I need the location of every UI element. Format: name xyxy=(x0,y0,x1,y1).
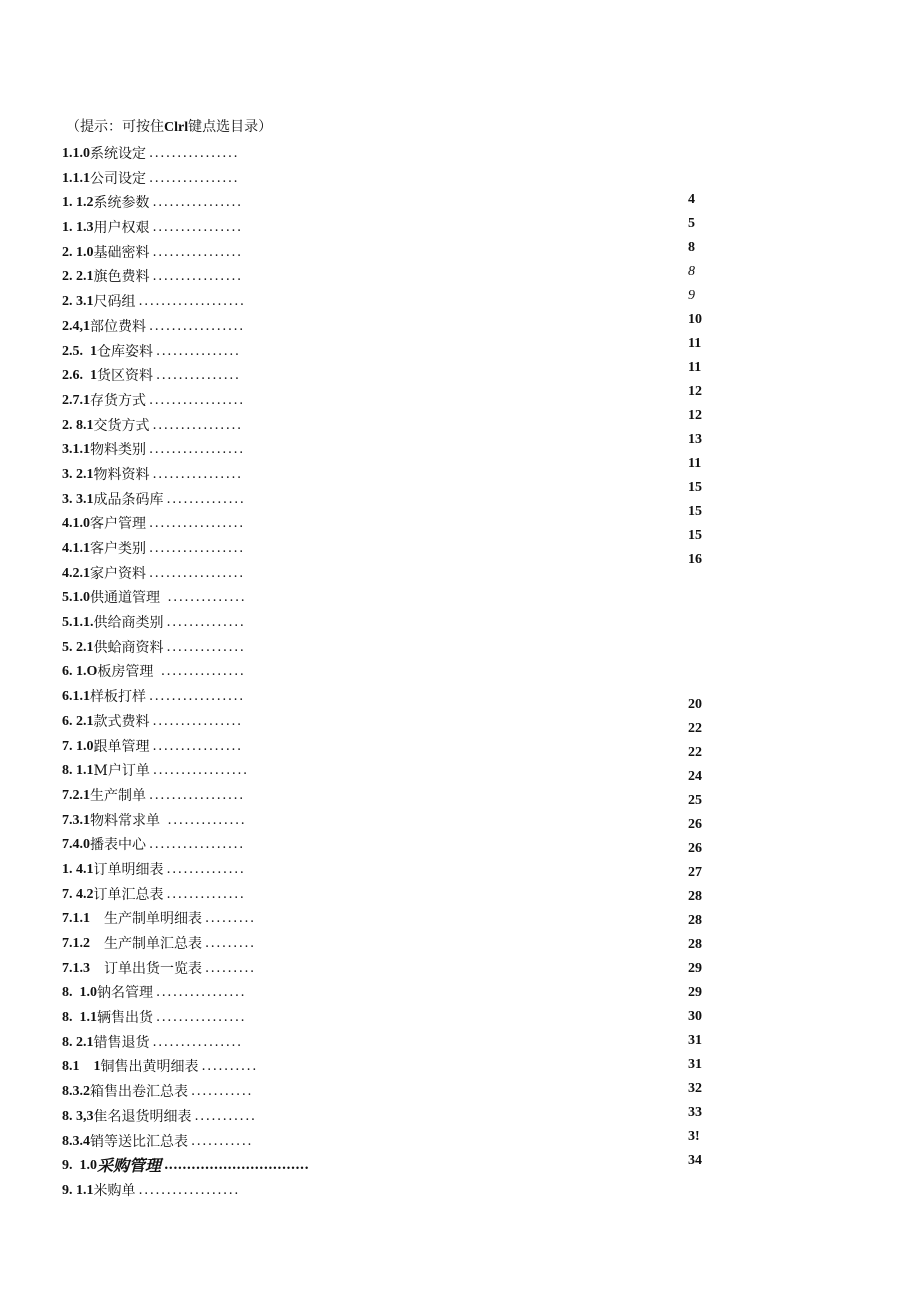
toc-entry-leader: ................ xyxy=(149,146,240,161)
toc-entry-leader: ............... xyxy=(156,368,241,384)
toc-entry-leader: .............. xyxy=(166,639,246,655)
toc-entry-title: 米购单 xyxy=(93,1182,136,1199)
toc-entry-title: 成品条码库 xyxy=(93,491,164,508)
toc-entry-number: 5.1.0 xyxy=(62,590,90,606)
toc-entry[interactable] xyxy=(62,191,302,216)
toc-entry[interactable] xyxy=(62,216,302,241)
toc-entry-title: 系统参数 xyxy=(93,195,150,212)
toc-page-number: 31 xyxy=(688,1057,702,1072)
toc-entry-title: 错售退货 xyxy=(93,1034,150,1051)
toc-entry-title: 款式费料 xyxy=(93,713,150,730)
toc-entry-title: 订单汇总表 xyxy=(93,886,164,903)
toc-entry-title: 供通道管理 xyxy=(90,590,165,607)
toc-entry[interactable] xyxy=(62,1179,302,1204)
toc-page-number: 22 xyxy=(688,745,702,760)
toc-entry[interactable] xyxy=(62,809,302,834)
toc-entry-title: 尺码组 xyxy=(93,294,136,311)
toc-page-number: 30 xyxy=(688,1009,702,1024)
toc-entry-leader: ................ xyxy=(156,985,247,1001)
toc-entry-leader: ................ xyxy=(152,466,243,482)
toc-entry-number: 7.1.3 xyxy=(62,960,90,976)
hint-prefix: （提示：可按住 xyxy=(66,119,164,135)
toc-entry-number: 6. 2.1 xyxy=(62,713,94,729)
toc-entry-leader: .............. xyxy=(167,590,247,606)
toc-page-number: 22 xyxy=(688,721,702,736)
toc-entry-leader: ................. xyxy=(149,787,245,803)
toc-entry[interactable] xyxy=(62,340,302,365)
toc-entry-leader: ................. xyxy=(149,392,245,408)
toc-page-number: 11 xyxy=(688,360,702,375)
toc-entry[interactable] xyxy=(62,315,302,340)
toc-entry-leader: ................ xyxy=(152,269,243,285)
toc-entry-leader: ................. xyxy=(149,689,245,705)
toc-entry-number: 8. 1.1 xyxy=(62,763,94,779)
toc-entry-leader: .............. xyxy=(166,861,246,877)
toc-entry-title: 供蛤商资料 xyxy=(93,639,164,656)
toc-page-number: 12 xyxy=(688,384,702,399)
toc-page-number: 28 xyxy=(688,889,702,904)
toc-entry-number: 8. 1.1 xyxy=(62,1010,97,1026)
toc-entry-leader: ............... xyxy=(156,343,241,359)
toc-entry-number: 2. 1.0 xyxy=(62,244,94,260)
toc-entry[interactable] xyxy=(62,660,302,685)
toc-entry-title: 生产制单汇总表 xyxy=(90,936,202,952)
toc-entry-title: 铜售出黄明细表 xyxy=(100,1059,199,1076)
toc-entry-number: 1. 4.1 xyxy=(62,861,94,877)
toc-entry-title: 家户资料 xyxy=(90,565,146,582)
toc-entry[interactable] xyxy=(62,537,302,562)
toc-page-number: 34 xyxy=(688,1153,702,1168)
toc-entry-title: 客户管理 xyxy=(90,516,146,533)
toc-entry-title: 基础密料 xyxy=(93,244,150,261)
toc-entry-leader: ................ xyxy=(152,1034,243,1050)
toc-entry-number: 7. 1.0 xyxy=(62,738,94,754)
toc-entry[interactable] xyxy=(62,438,302,463)
toc-entry-number: 5. 2.1 xyxy=(62,639,94,655)
toc-entry-title: 物料资料 xyxy=(93,466,150,483)
toc-entry-leader: ................ xyxy=(152,244,243,260)
toc-entry-leader: ................................ xyxy=(164,1158,309,1174)
toc-page-number: 27 xyxy=(688,865,702,880)
toc-page-number: 5 xyxy=(688,216,695,231)
toc-entry-number: 9. 1.1 xyxy=(62,1182,94,1198)
toc-entry-number: 2.5. 1 xyxy=(62,343,97,359)
toc-entry-title: 用户权艰 xyxy=(93,220,150,237)
toc-page-number: 11 xyxy=(688,456,702,471)
toc-entry-title: 仓库姿料 xyxy=(97,343,153,360)
toc-entry-leader: .......... xyxy=(201,1059,258,1075)
toc-entry-leader: .............. xyxy=(166,615,246,631)
hint-text xyxy=(66,116,272,136)
hint-suffix: 键点选目录） xyxy=(188,119,273,135)
toc-entry-title: 公司设定 xyxy=(90,170,146,187)
toc-entry-leader: ........... xyxy=(191,1084,253,1100)
toc-entry-number: 4.1.0 xyxy=(62,516,90,532)
toc-entry[interactable] xyxy=(62,290,302,315)
toc-page-number: 3! xyxy=(688,1129,700,1144)
toc-entry-leader: .............. xyxy=(167,812,247,828)
toc-entry-number: 7. 4.2 xyxy=(62,886,94,902)
toc-entry[interactable] xyxy=(62,1105,302,1130)
toc-entry-leader: ........... xyxy=(194,1108,257,1124)
toc-list xyxy=(62,142,309,1204)
toc-entry-number: 9. 1.0 xyxy=(62,1158,97,1174)
toc-entry-leader: .............. xyxy=(166,886,246,902)
toc-entry[interactable] xyxy=(62,784,302,809)
toc-entry[interactable] xyxy=(62,710,302,735)
toc-entry[interactable] xyxy=(62,488,302,513)
toc-entry-leader: ......... xyxy=(205,911,256,927)
toc-page-number: 28 xyxy=(688,937,702,952)
toc-entry-leader: ................ xyxy=(152,220,243,236)
toc-entry-number: 2.6. 1 xyxy=(62,368,97,384)
toc-entry-number: 8. 3,3 xyxy=(62,1108,94,1124)
toc-entry-number: 5.1.1. xyxy=(62,615,94,631)
toc-entry-title: 箱售出卷汇总表 xyxy=(90,1084,188,1101)
toc-entry-title: 交货方式 xyxy=(93,417,150,434)
toc-page-number: 26 xyxy=(688,817,702,832)
toc-entry[interactable] xyxy=(62,735,302,760)
toc-entry-number: 2. 2.1 xyxy=(62,269,94,285)
toc-entry-title: 辆售出货 xyxy=(97,1010,153,1027)
toc-entry[interactable] xyxy=(62,611,302,636)
toc-entry-leader: .................. xyxy=(138,1182,240,1198)
toc-entry[interactable] xyxy=(62,957,302,982)
toc-entry-number: 2. 8.1 xyxy=(62,417,94,433)
toc-page-number: 10 xyxy=(688,312,702,327)
toc-entry-number: 7.4.0 xyxy=(62,837,90,853)
toc-entry-number: 7.1.1 xyxy=(62,911,90,927)
toc-entry-title: 部位费料 xyxy=(90,318,146,335)
toc-entry-title: 物料类别 xyxy=(90,442,146,459)
toc-page-number: 15 xyxy=(688,480,702,495)
toc-page-number: 26 xyxy=(688,841,702,856)
toc-entry-leader: ................ xyxy=(156,1010,247,1026)
toc-entry[interactable] xyxy=(62,241,302,266)
toc-page-number: 12 xyxy=(688,408,702,423)
toc-entry-leader: ......... xyxy=(205,936,256,951)
toc-entry-title: 旗色费料 xyxy=(93,269,150,286)
toc-entry[interactable] xyxy=(62,907,302,932)
toc-entry-number: 7.2.1 xyxy=(62,787,90,803)
toc-entry[interactable] xyxy=(62,414,302,439)
toc-entry-title: 隹名退货明细表 xyxy=(93,1108,192,1125)
toc-entry[interactable] xyxy=(62,858,302,883)
toc-entry-title: 跟单管理 xyxy=(93,738,150,755)
toc-entry-leader: ................. xyxy=(149,541,245,556)
toc-entry-number: 3. 3.1 xyxy=(62,491,94,507)
toc-entry-title: 存货方式 xyxy=(90,392,146,409)
toc-page-number: 8 xyxy=(688,264,695,279)
toc-page-number: 16 xyxy=(688,552,702,567)
toc-entry-leader: ................. xyxy=(149,565,245,581)
toc-entry-title: M户订单 xyxy=(93,763,150,780)
toc-entry-number: 3.1.1 xyxy=(62,442,90,458)
toc-entry[interactable] xyxy=(62,1031,302,1056)
toc-entry-leader: ................. xyxy=(149,516,245,532)
toc-entry-leader: ................ xyxy=(149,170,240,186)
toc-entry-number: 4.1.1 xyxy=(62,541,90,556)
toc-entry[interactable] xyxy=(62,636,302,661)
toc-entry-title: 播表中心 xyxy=(90,837,146,854)
toc-entry[interactable] xyxy=(62,685,302,710)
toc-entry-number: 1.1.0 xyxy=(62,146,90,161)
toc-entry[interactable] xyxy=(62,1080,302,1105)
toc-entry-title: 供给商类别 xyxy=(93,615,164,632)
toc-entry[interactable] xyxy=(62,364,302,389)
toc-entry-title: 订单出货一览表 xyxy=(90,960,202,977)
toc-entry-leader: ................. xyxy=(149,318,245,334)
toc-page-number: 8 xyxy=(688,240,695,255)
toc-entry-title: 系统设定 xyxy=(90,146,146,162)
toc-entry[interactable] xyxy=(62,883,302,908)
toc-entry-leader: ................... xyxy=(138,294,246,310)
toc-page-number: 29 xyxy=(688,961,702,976)
toc-entry-title: 生产制单明细表 xyxy=(90,911,202,928)
toc-entry-number: 8.3.2 xyxy=(62,1084,90,1100)
toc-entry[interactable] xyxy=(62,512,302,537)
toc-entry[interactable] xyxy=(62,932,302,957)
toc-entry-title: 钠名管理 xyxy=(97,985,153,1002)
toc-entry-title: 订单明细表 xyxy=(93,861,164,878)
toc-page-number: 20 xyxy=(688,697,702,712)
toc-entry-leader: ................ xyxy=(152,713,243,729)
toc-entry-title: 样板打样 xyxy=(90,689,146,706)
toc-entry[interactable] xyxy=(62,1154,309,1179)
toc-entry-number: 8.1 1 xyxy=(62,1059,101,1075)
toc-entry-number: 1.1.1 xyxy=(62,170,90,186)
toc-entry-title: 客户类别 xyxy=(90,541,146,557)
toc-page-number: 31 xyxy=(688,1033,702,1048)
toc-entry-leader: ............... xyxy=(160,664,246,680)
toc-entry-title: 货区资料 xyxy=(97,368,153,385)
toc-page-number: 33 xyxy=(688,1105,702,1120)
toc-page-number: 15 xyxy=(688,504,702,519)
toc-entry[interactable] xyxy=(62,1055,302,1080)
toc-entry-number: 7.3.1 xyxy=(62,812,90,828)
toc-entry-leader: ................. xyxy=(149,442,245,458)
toc-entry-number: 2.7.1 xyxy=(62,392,90,408)
toc-entry[interactable] xyxy=(62,463,302,488)
toc-entry[interactable] xyxy=(62,562,302,587)
toc-page-number: 13 xyxy=(688,432,702,447)
toc-page-number: 4 xyxy=(688,192,695,207)
toc-entry-title: 板房管理 xyxy=(97,664,158,681)
toc-entry-leader: ........... xyxy=(191,1133,253,1149)
toc-entry[interactable] xyxy=(62,167,302,192)
toc-entry-number: 8. 1.0 xyxy=(62,985,97,1001)
toc-entry-number: 8. 2.1 xyxy=(62,1034,94,1050)
toc-page-number: 28 xyxy=(688,913,702,928)
toc-entry-number: 1. 1.3 xyxy=(62,220,94,236)
toc-entry-number: 6. 1.O xyxy=(62,664,98,680)
toc-entry[interactable] xyxy=(62,1006,302,1031)
toc-entry-number: 8.3.4 xyxy=(62,1133,90,1149)
toc-entry[interactable] xyxy=(62,981,302,1006)
toc-entry-leader: ................ xyxy=(152,417,243,433)
toc-entry-leader: .............. xyxy=(166,491,246,507)
toc-entry-title: 物料常求单 xyxy=(90,812,165,829)
toc-entry-number: 6.1.1 xyxy=(62,689,90,705)
toc-entry-title: 采购管理 xyxy=(97,1156,162,1176)
toc-entry-leader: ................ xyxy=(152,738,243,754)
toc-entry[interactable] xyxy=(62,265,302,290)
toc-entry[interactable] xyxy=(62,586,302,611)
toc-entry-number: 3. 2.1 xyxy=(62,466,94,482)
toc-page-number: 29 xyxy=(688,985,702,1000)
toc-entry-leader: ................. xyxy=(149,837,245,853)
toc-page-number: 9 xyxy=(688,288,695,303)
toc-page-number: 15 xyxy=(688,528,702,543)
toc-entry[interactable] xyxy=(62,1130,302,1155)
toc-entry-title: 生产制单 xyxy=(90,787,146,804)
toc-page-number: 11 xyxy=(688,336,702,351)
toc-entry-leader: ......... xyxy=(205,960,256,976)
toc-page-number: 24 xyxy=(688,769,702,784)
toc-page-number: 25 xyxy=(688,793,702,808)
toc-entry-number: 2. 3.1 xyxy=(62,294,94,310)
toc-entry[interactable] xyxy=(62,759,302,784)
toc-entry-leader: ................ xyxy=(152,195,243,211)
toc-entry-number: 1. 1.2 xyxy=(62,195,94,211)
toc-entry-leader: ................. xyxy=(152,763,249,779)
toc-entry-number: 2.4,1 xyxy=(62,318,90,334)
toc-entry[interactable] xyxy=(62,833,302,858)
toc-entry-number: 4.2.1 xyxy=(62,565,90,581)
toc-page-number: 32 xyxy=(688,1081,702,1096)
hint-key: Clrl xyxy=(164,120,189,135)
toc-entry-title: 销等送比汇总表 xyxy=(90,1133,188,1150)
toc-entry[interactable] xyxy=(62,142,302,167)
toc-entry[interactable] xyxy=(62,389,302,414)
toc-entry-number: 7.1.2 xyxy=(62,936,90,951)
